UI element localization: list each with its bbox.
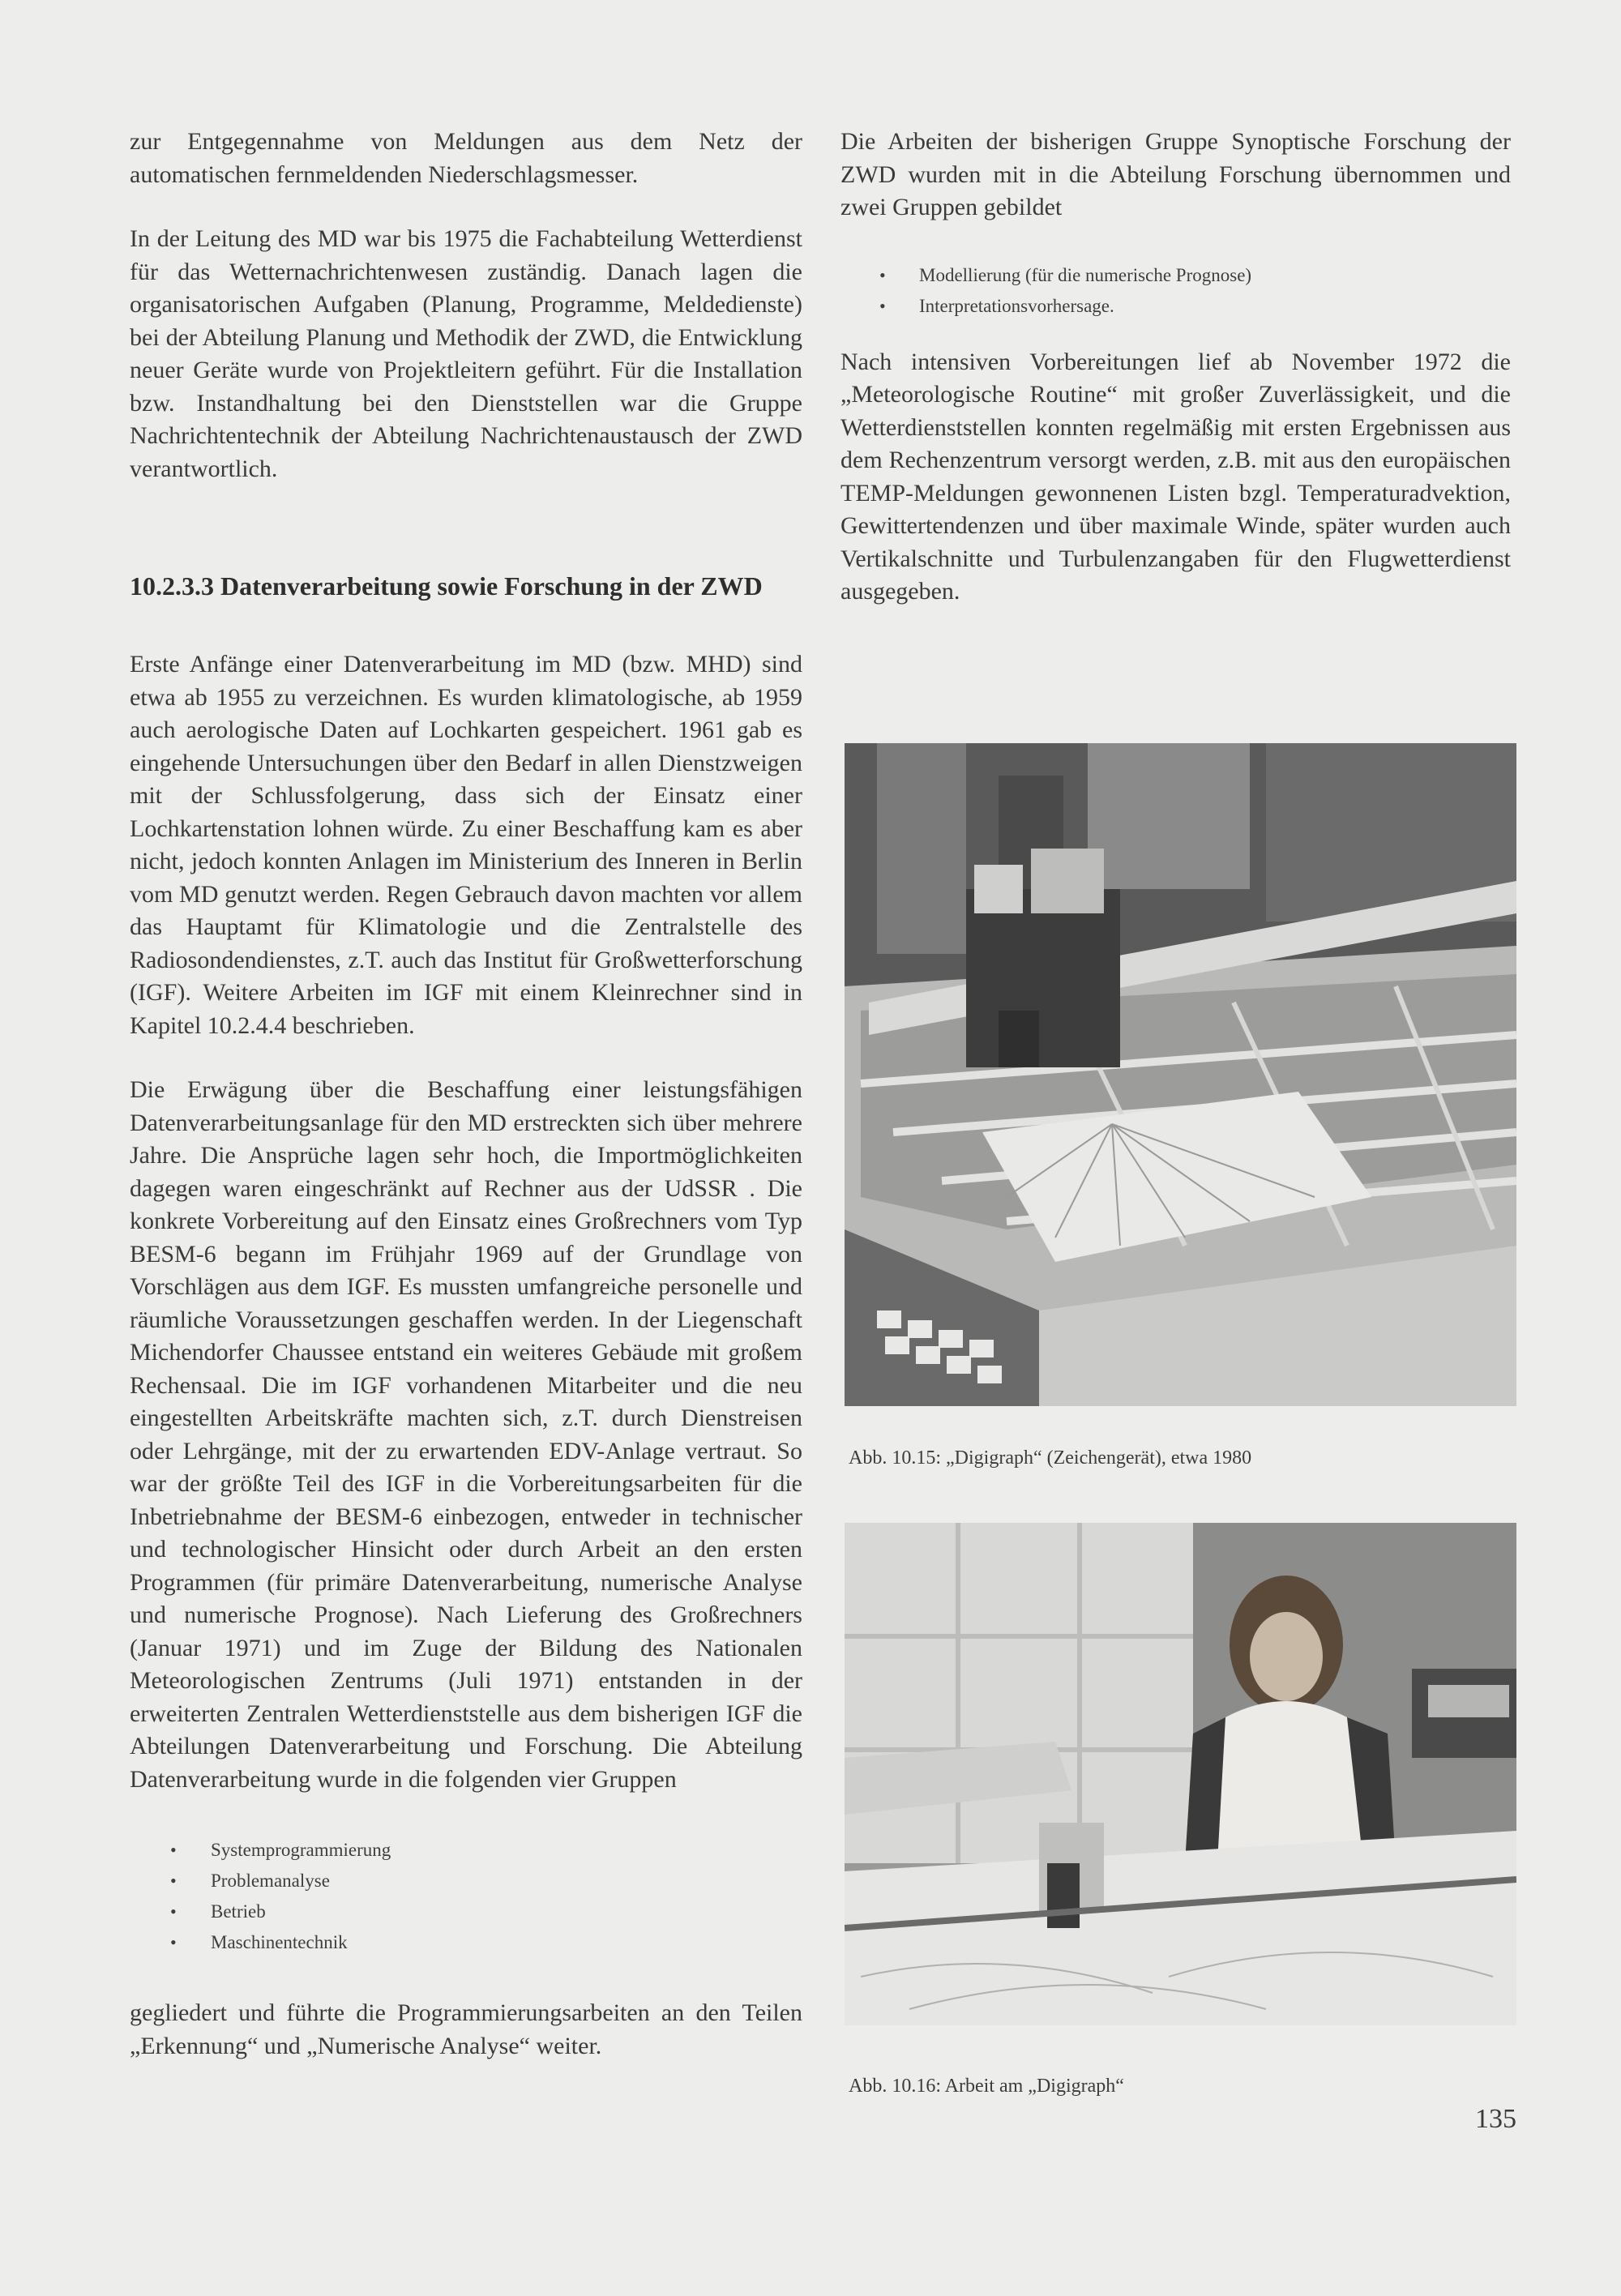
caption-figure-10-15: Abb. 10.15: „Digigraph“ (Zeichengerät), etwa 1980 (849, 1447, 1252, 1469)
list-item: • Problemanalyse (130, 1866, 802, 1896)
page-number: 135 (1475, 2104, 1516, 2134)
paragraph-meteorologische-routine: Nach intensiven Vorbereitungen lief ab November 1972 die „Meteorologische Routine“ mit großer Zuverlässigkeit, und die Wetterdienststellen konnten regelmäßig mit ersten Ergebnissen aus dem Rechenzentrum versorgt werden, z.B. mit aus den europäischen TEMP-Meldungen gewonnenen Listen bzgl. Temperaturadvektion, Gewittertendenzen und über maximale Winde, später wurden auch Vertikalschnitte und Turbulenzangaben für den Flugwetterdienst ausgegeben. (840, 348, 1511, 605)
list-item: • Modellierung (für die numerische Prognose) (840, 260, 1511, 291)
caption-figure-10-16: Abb. 10.16: Arbeit am „Digigraph“ (849, 2076, 1124, 2097)
photo-arbeit-digigraph (845, 1523, 1516, 2025)
list-item: • Betrieb (130, 1896, 802, 1927)
left-column (130, 126, 802, 2063)
photo-digigraph (845, 743, 1516, 1406)
paragraph-synoptische-forschung: Die Arbeiten der bisherigen Gruppe Synoptische Forschung der ZWD wurden mit in die Abteilung Forschung übernommen und zwei Gruppen gebildet (840, 128, 1511, 220)
list-item: • Interpretationsvorhersage. (840, 291, 1511, 322)
right-column (840, 126, 1511, 609)
paragraph-fachabteilung: In der Leitung des MD war bis 1975 die Fachabteilung Wetterdienst für das Wetternachrichtenwesen zuständig. Danach lagen die organisatorischen Aufgaben (Planung, Programme, Meldedienste) bei der Abteilung Planung und Methodik der ZWD, die Entwicklung neuer Geräte wurde von Projektleitern geführt. Für die Installation bzw. Instandhaltung bei den Dienststellen war die Gruppe Nachrichtentechnik der Abteilung Nachrichtenaustausch der ZWD verantwortlich. (130, 225, 802, 482)
paragraph-erste-anfaenge: Erste Anfänge einer Datenverarbeitung im MD (bzw. MHD) sind etwa ab 1955 zu verzeichnen. Es wurden klimatologische, ab 1959 auch aerologische Daten auf Lochkarten gespeichert. 1961 gab es eingehende Untersuchungen über den Bedarf in allen Dienstzweigen mit der Schlussfolgerung, dass sich der Einsatz einer Lochkartenstation lohnen würde. Zu einer Beschaffung kam es aber nicht, jedoch konnten Anlagen im Ministerium des Inneren in Berlin vom MD genutzt werden. Regen Gebrauch davon machten vor allem das Hauptamt für Klimatologie und die Zentralstelle des Radiosondendienstes, z.T. auch das Institut für Großwetterforschung (IGF). Weitere Arbeiten im IGF mit einem Kleinrechner sind in Kapitel 10.2.4.4 beschrieben. (130, 651, 802, 1039)
group-list-forschung (840, 260, 1511, 322)
list-item: • Maschinentechnik (130, 1927, 802, 1958)
section-heading: 10.2.3.3 Datenverarbeitung sowie Forschung in der ZWD (130, 571, 763, 601)
paragraph-erwaegung: Die Erwägung über die Beschaffung einer leistungsfähigen Datenverarbeitungsanlage für den MD erstreckten sich über mehrere Jahre. Die Ansprüche lagen sehr hoch, die Importmöglichkeiten dagegen waren eingeschränkt auf Rechner aus der UdSSR . Die konkrete Vorbereitung auf den Einsatz eines Großrechners vom Typ BESM-6 begann im Frühjahr 1969 auf der Grundlage von Vorschlägen aus dem IGF. Es mussten umfangreiche personelle und räumliche Voraussetzungen geschaffen werden. In der Liegenschaft Michendorfer Chaussee entstand ein weiteres Gebäude mit großem Rechensaal. Die im IGF vorhandenen Mitarbeiter und die neu eingestellten Arbeitskräfte machten sich, z.T. durch Dienstreisen oder Lehrgänge, mit der zu erwartenden EDV-Anlage vertraut. So war der größte Teil des IGF in die Vorbereitungsarbeiten für die Inbetriebnahme der BESM-6 einbezogen, entweder in technischer und technologischer Hinsicht oder durch Arbeit an den ersten Programmen (für primäre Datenverarbeitung, numerische Analyse und numerische Prognose). Nach Lieferung des Großrechners (Januar 1971) und im Zuge der Bildung des Nationalen Meteorologischen Zentrums (Juli 1971) entstanden in der erweiterten Zentralen Wetterdienststelle aus dem bisherigen IGF die Abteilungen Datenverarbeitung und Forschung. Die Abteilung Datenverarbeitung wurde in die folgenden vier Gruppen (130, 1076, 802, 1793)
paragraph-gegliedert: gegliedert und führte die Programmierungsarbeiten an den Teilen „Erkennung“ und „Numerische Analyse“ weiter. (130, 1999, 802, 2059)
group-list-datenverarbeitung (130, 1835, 802, 1958)
list-item: • Systemprogrammierung (130, 1835, 802, 1866)
paragraph-intro: zur Entgegennahme von Meldungen aus dem Netz der automatischen fernmeldenden Niederschlagsmesser. (130, 128, 802, 188)
